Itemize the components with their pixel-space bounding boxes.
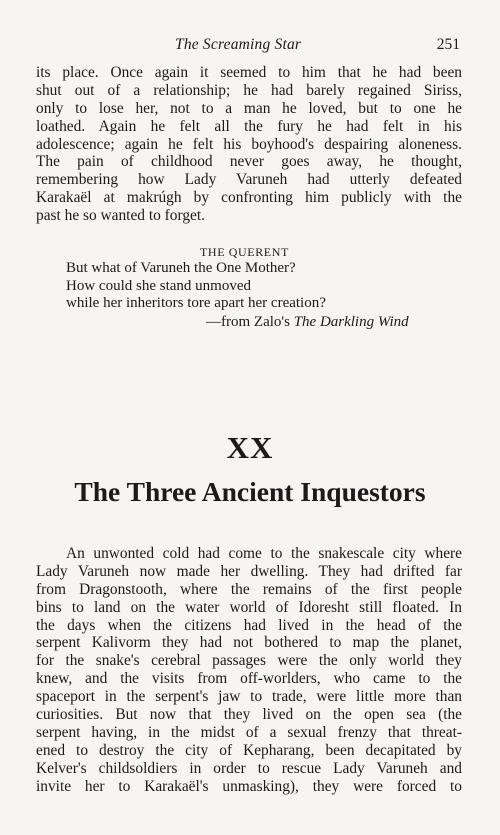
text-line: bins to land on the water world of Idoresht still floated. In [36, 598, 462, 616]
attribution-prefix: —from Zalo's [206, 313, 294, 330]
text-line: for the snake's cerebral passages were the only world they [36, 652, 462, 670]
chapter-title: The Three Ancient Inquestors [74, 476, 426, 507]
verse-line: But what of Varuneh the One Mother? [66, 260, 296, 276]
epigraph-attribution [206, 314, 466, 332]
text-line: curiosities. But now that they lived on the open sea (the [36, 706, 462, 724]
epigraph [66, 244, 466, 331]
running-title: The Screaming Star [175, 36, 302, 53]
running-header [0, 36, 500, 58]
text-line: remembering how Lady Varuneh had utterly defeated [36, 171, 462, 189]
text-line: ened to destroy the city of Kepharang, been decapitated by [36, 741, 462, 759]
text-line: An unwonted cold had come to the snakescale city where [66, 545, 462, 562]
epigraph-speaker: THE QUERENT [200, 245, 289, 259]
chapter-opening-paragraph [36, 545, 462, 795]
text-line: its place. Once again it seemed to him that he had been [36, 64, 462, 81]
text-line: spaceport in the serpent's jaw to trade, were little more than [36, 688, 462, 706]
text-line: Karakaël at makrúgh by confronting him publicly with the [36, 189, 462, 207]
text-line: loathed. Again he felt all the fury he had felt in his [36, 117, 462, 135]
chapter-number: XX [226, 430, 274, 465]
text-line: invite her to Karakaël's unmasking), they were forced to [36, 777, 462, 795]
text-line: knew, and the visits from off-worlders, who came to the [36, 670, 462, 688]
text-line: from Dragonstooth, where the remains of the first people [36, 580, 462, 598]
text-line: serpent Kalivorm they had not bothered to map the planet, [36, 634, 462, 652]
text-line: serpent having, in the midst of a sexual frenzy that threat- [36, 723, 462, 741]
text-line: shut out of a relationship; he had barely regained Siriss, [36, 81, 462, 99]
text-line: Kelver's childsoldiers in order to rescue Lady Varuneh and [36, 759, 462, 777]
text-line: only to lose her, not to a man he loved, but to one he [36, 99, 462, 117]
text-line: the days when the citizens had lived in the head of the [36, 616, 462, 634]
verse-line: How could she stand unmoved [66, 277, 251, 294]
page-number: 251 [436, 36, 460, 53]
attribution-work: The Darkling Wind [293, 313, 409, 330]
text-line: past he so wanted to forget. [36, 207, 205, 225]
verse-line: while her inheritors tore apart her creation? [66, 295, 326, 311]
text-line: The pain of childhood never goes away, he thought, [36, 153, 462, 171]
paragraph-continuation [36, 64, 462, 225]
text-line: Lady Varuneh now made her dwelling. They had drifted far [36, 562, 462, 580]
text-line: adolescence; again he felt his boyhood's despairing aloneness. [36, 135, 462, 153]
